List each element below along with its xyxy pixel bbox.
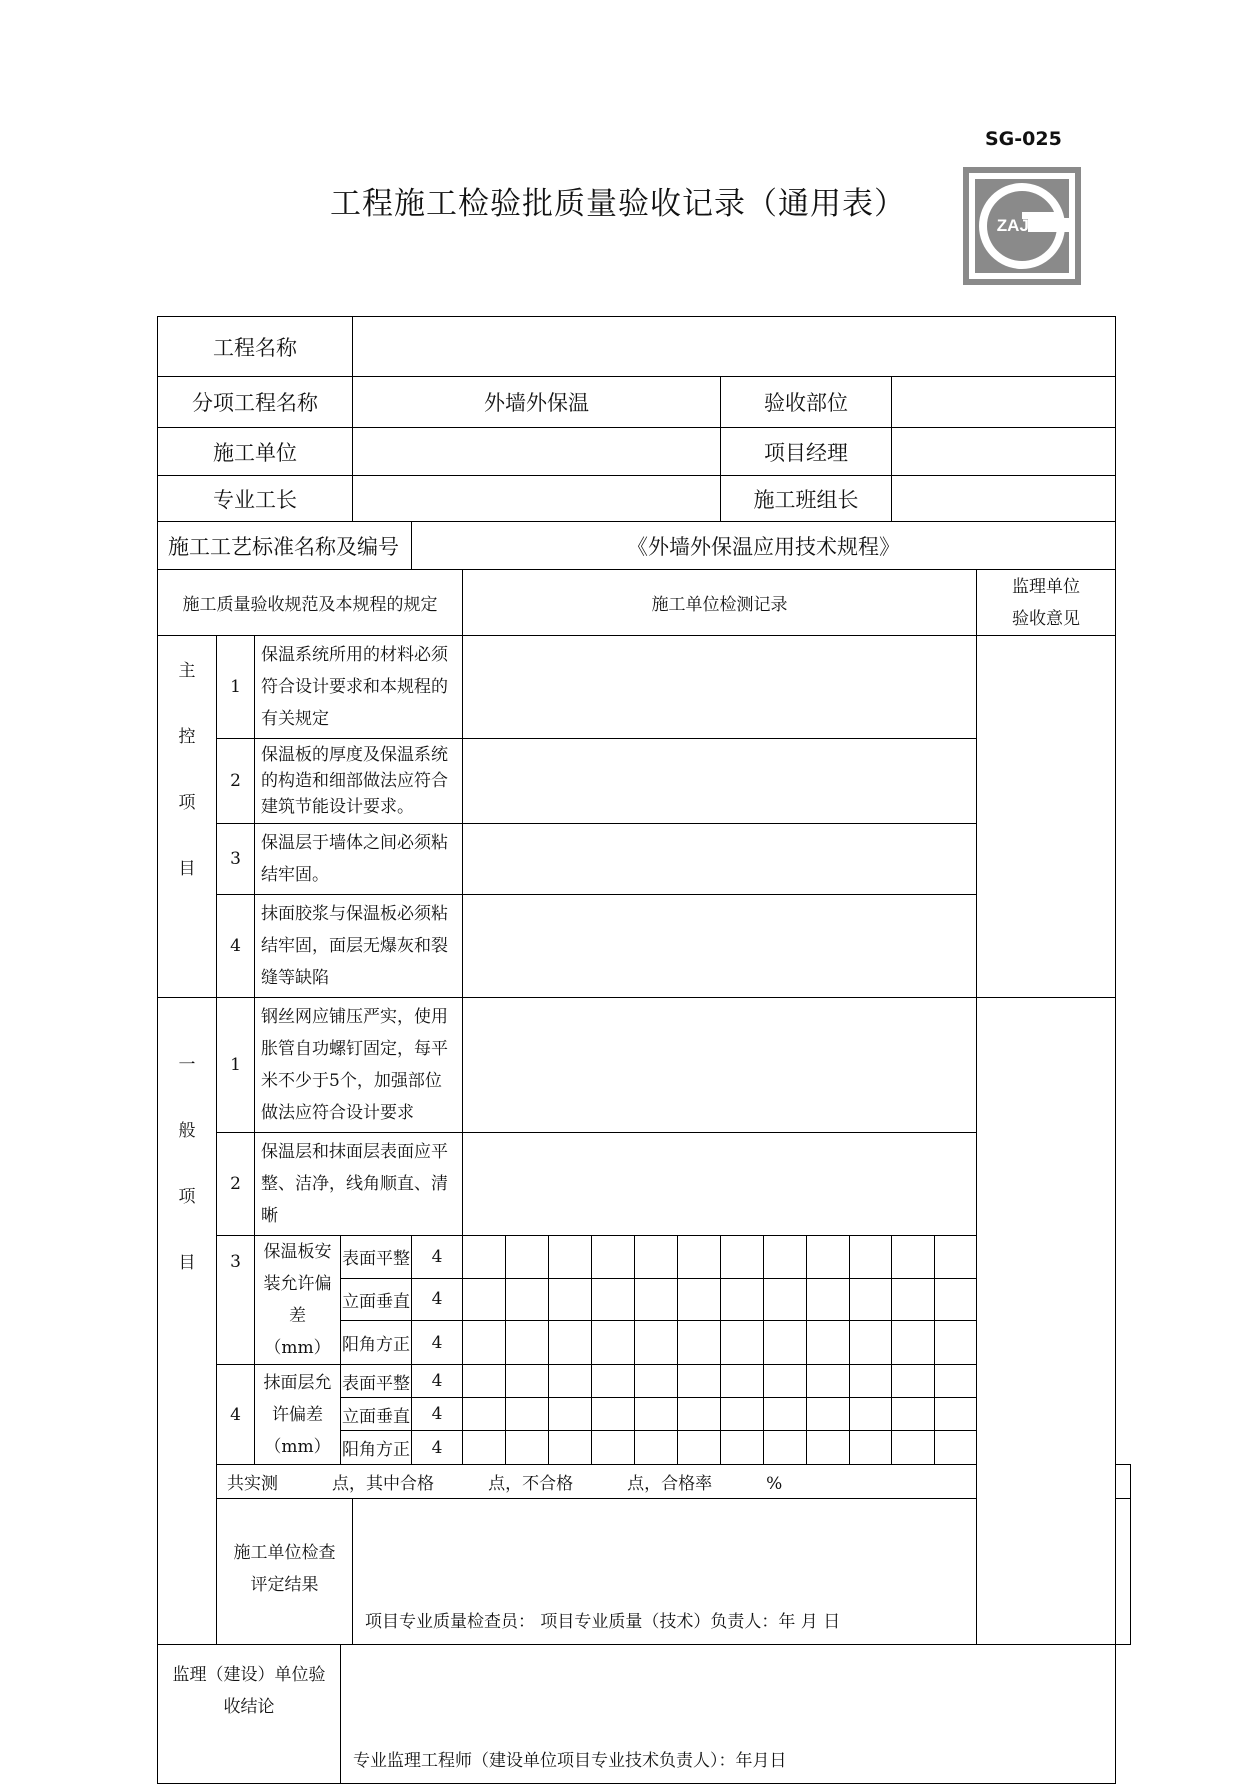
measure-cell[interactable] [463,1365,506,1398]
measure-cell[interactable] [892,1321,935,1365]
tolerance-value: 4 [412,1236,463,1279]
project-name-field[interactable] [353,317,1116,377]
document-code: SG-025 [985,128,1062,150]
measure-cell[interactable] [549,1398,592,1431]
main-control-item-text: 保温板的厚度及保温系统的构造和细部做法应符合建筑节能设计要求。 [255,739,463,824]
project-name-label: 工程名称 [158,317,353,377]
measure-cell[interactable] [850,1278,892,1321]
measure-cell[interactable] [935,1365,977,1398]
measure-cell[interactable] [935,1278,977,1321]
general-char: 一 [178,1055,196,1075]
measure-cell[interactable] [807,1236,850,1279]
record-cell[interactable] [463,895,977,998]
general-char: 般 [178,1121,196,1141]
acceptance-part-field[interactable] [892,377,1116,428]
item-number: 4 [217,1365,255,1465]
record-cell[interactable] [463,1133,977,1236]
measure-cell[interactable] [721,1431,764,1465]
supervision-check-signature: 专业监理工程师（建设单位项目专业技术负责人）：年月日 [353,1751,787,1771]
project-manager-field[interactable] [892,428,1116,476]
main-control-char: 项 [178,793,196,813]
main-control-char: 主 [178,661,196,681]
measure-cell[interactable] [463,1431,506,1465]
measure-cell[interactable] [807,1365,850,1398]
measure-cell[interactable] [807,1278,850,1321]
measure-cell[interactable] [592,1431,635,1465]
main-control-char: 目 [178,859,196,879]
item-number: 2 [217,739,255,824]
measure-cell[interactable] [807,1431,850,1465]
foreman-field[interactable] [353,476,721,522]
measure-cell[interactable] [635,1431,678,1465]
measure-cell[interactable] [764,1398,807,1431]
tolerance-value: 4 [412,1398,463,1431]
main-control-item-text: 保温系统所用的材料必须符合设计要求和本规程的有关规定 [255,636,463,739]
standard-value[interactable]: 《外墙外保温应用技术规程》 [412,522,1116,570]
team-leader-field[interactable] [892,476,1116,522]
measure-cell[interactable] [549,1321,592,1365]
item-number: 3 [217,824,255,895]
item-number: 4 [217,895,255,998]
sub-project-label: 分项工程名称 [158,377,353,428]
measure-cell[interactable] [678,1236,721,1279]
measure-cell[interactable] [721,1398,764,1431]
measure-cell[interactable] [635,1278,678,1321]
tolerance-item: 表面平整 [341,1236,412,1279]
measure-cell[interactable] [592,1278,635,1321]
tolerance-value: 4 [412,1431,463,1465]
measure-cell[interactable] [935,1431,977,1465]
record-cell[interactable] [463,636,977,739]
measure-cell[interactable] [549,1431,592,1465]
measure-cell[interactable] [764,1365,807,1398]
measure-cell[interactable] [635,1365,678,1398]
foreman-label: 专业工长 [158,476,353,522]
measure-cell[interactable] [463,1321,506,1365]
measure-cell[interactable] [892,1398,935,1431]
item-number: 1 [217,998,255,1133]
measure-cell[interactable] [678,1278,721,1321]
measure-cell[interactable] [463,1398,506,1431]
measure-cell[interactable] [850,1236,892,1279]
measure-cell[interactable] [764,1431,807,1465]
measure-cell[interactable] [506,1398,549,1431]
item-number: 1 [217,636,255,739]
measure-cell[interactable] [678,1398,721,1431]
measure-cell[interactable] [892,1236,935,1279]
measure-cell[interactable] [678,1321,721,1365]
tolerance-group-name: 保温板安装允许偏差（mm） [255,1236,341,1365]
measure-cell[interactable] [463,1236,506,1279]
record-cell[interactable] [463,739,977,824]
measure-cell[interactable] [506,1365,549,1398]
measure-cell[interactable] [850,1398,892,1431]
measure-cell[interactable] [721,1278,764,1321]
measure-cell[interactable] [935,1398,977,1431]
measure-cell[interactable] [721,1365,764,1398]
measure-cell[interactable] [549,1236,592,1279]
measure-cell[interactable] [463,1278,506,1321]
supervision-opinion-main[interactable] [977,636,1116,998]
record-column-header: 施工单位检测记录 [463,570,977,636]
sub-project-value[interactable]: 外墙外保温 [353,377,721,428]
measure-cell[interactable] [678,1365,721,1398]
measure-cell[interactable] [549,1278,592,1321]
measure-cell[interactable] [892,1365,935,1398]
supervision-check-label: 监理（建设）单位验收结论 [158,1645,341,1784]
measure-cell[interactable] [764,1236,807,1279]
supervision-column-header [977,570,1116,636]
main-control-label [158,636,217,998]
tolerance-value: 4 [412,1321,463,1365]
measure-cell[interactable] [635,1236,678,1279]
tolerance-item: 立面垂直 [341,1278,412,1321]
zajd-logo [962,166,1082,286]
item-number: 3 [217,1236,255,1365]
tolerance-group-name: 抹面层允许偏差（mm） [255,1365,341,1465]
measure-cell[interactable] [807,1321,850,1365]
logo-text: ZAJD [996,216,1042,235]
measure-cell[interactable] [635,1321,678,1365]
tolerance-item: 立面垂直 [341,1398,412,1431]
page-title: 工程施工检验批质量验收记录（通用表） [330,186,906,222]
spec-column-header: 施工质量验收规范及本规程的规定 [158,570,463,636]
construction-check-area[interactable] [353,1499,1131,1645]
construction-check-label: 施工单位检查评定结果 [217,1499,353,1645]
measure-cell[interactable] [721,1236,764,1279]
construction-check-signature: 项目专业质量检查员： 项目专业质量（技术）负责人：年 月 日 [365,1612,841,1632]
measure-cell[interactable] [892,1278,935,1321]
record-cell[interactable] [463,824,977,895]
construction-unit-label: 施工单位 [158,428,353,476]
measure-cell[interactable] [721,1321,764,1365]
team-leader-label: 施工班组长 [721,476,892,522]
measurement-summary: 共实测 点，其中合格 点，不合格 点，合格率 % [217,1465,1131,1499]
measure-cell[interactable] [506,1431,549,1465]
measure-cell[interactable] [635,1398,678,1431]
construction-unit-field[interactable] [353,428,721,476]
project-manager-label: 项目经理 [721,428,892,476]
supervision-header-line2: 验收意见 [1012,608,1081,629]
measure-cell[interactable] [850,1321,892,1365]
measure-cell[interactable] [764,1278,807,1321]
measure-cell[interactable] [592,1365,635,1398]
tolerance-item: 表面平整 [341,1365,412,1398]
main-control-item-text: 保温层于墙体之间必须粘结牢固。 [255,824,463,895]
main-control-char: 控 [178,727,196,747]
inspection-form [157,316,1131,1784]
measure-cell[interactable] [592,1321,635,1365]
measure-cell[interactable] [850,1365,892,1398]
measure-cell[interactable] [935,1236,977,1279]
supervision-check-area[interactable] [341,1645,1116,1784]
measure-cell[interactable] [850,1431,892,1465]
tolerance-item: 阳角方正 [341,1431,412,1465]
measure-cell[interactable] [592,1236,635,1279]
measure-cell[interactable] [549,1365,592,1398]
general-char: 项 [178,1187,196,1207]
tolerance-item: 阳角方正 [341,1321,412,1365]
supervision-header-line1: 监理单位 [1012,576,1081,597]
acceptance-part-label: 验收部位 [721,377,892,428]
measure-cell[interactable] [506,1321,549,1365]
item-number: 2 [217,1133,255,1236]
measure-cell[interactable] [764,1321,807,1365]
general-item-text: 保温层和抹面层表面应平整、洁净，线角顺直、清晰 [255,1133,463,1236]
measure-cell[interactable] [592,1398,635,1431]
measure-cell[interactable] [678,1431,721,1465]
general-items-label [158,998,217,1645]
record-cell[interactable] [463,998,977,1133]
measure-cell[interactable] [807,1398,850,1431]
measure-cell[interactable] [506,1278,549,1321]
measure-cell[interactable] [935,1321,977,1365]
main-control-item-text: 抹面胶浆与保温板必须粘结牢固，面层无爆灰和裂缝等缺陷 [255,895,463,998]
standard-label: 施工工艺标准名称及编号 [158,522,412,570]
tolerance-value: 4 [412,1365,463,1398]
tolerance-value: 4 [412,1278,463,1321]
general-char: 目 [178,1253,196,1273]
measure-cell[interactable] [506,1236,549,1279]
measure-cell[interactable] [892,1431,935,1465]
general-item-text: 钢丝网应铺压严实，使用胀管自功螺钉固定，每平米不少于5个，加强部位做法应符合设计要求 [255,998,463,1133]
